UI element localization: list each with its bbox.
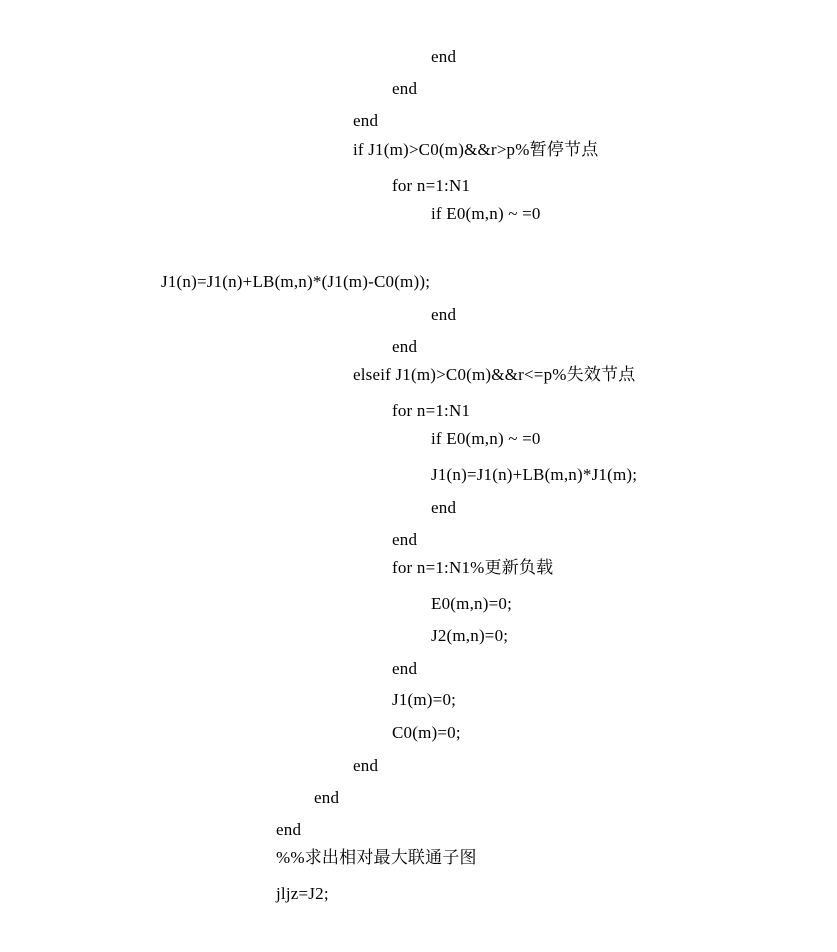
code-line-load-update: J1(n)=J1(n)+LB(m,n)*J1(m); bbox=[431, 465, 638, 484]
code-line-if-condition: if E0(m,n) ~ =0 bbox=[431, 204, 541, 223]
code-line-end: end bbox=[353, 111, 379, 130]
code-line-for-loop: for n=1:N1 bbox=[392, 401, 471, 420]
code-line-end: end bbox=[392, 337, 418, 356]
code-line-assignment: C0(m)=0; bbox=[392, 723, 461, 742]
code-line-end: end bbox=[276, 820, 302, 839]
code-line-end: end bbox=[431, 47, 457, 66]
code-line-comment: %%求出相对最大联通子图 bbox=[276, 848, 477, 867]
code-line-load-update: J1(n)=J1(n)+LB(m,n)*(J1(m)-C0(m)); bbox=[161, 272, 431, 291]
code-line-end: end bbox=[392, 79, 418, 98]
code-line-assignment: J1(m)=0; bbox=[392, 690, 457, 709]
code-line-elseif-fail-node: elseif J1(m)>C0(m)&&r<=p%失效节点 bbox=[353, 365, 636, 384]
code-line-end: end bbox=[392, 659, 418, 678]
code-line-end: end bbox=[353, 756, 379, 775]
code-line-for-loop: for n=1:N1 bbox=[392, 176, 471, 195]
code-line-end: end bbox=[431, 305, 457, 324]
code-line-assignment: J2(m,n)=0; bbox=[431, 626, 509, 645]
code-line-end: end bbox=[431, 498, 457, 517]
code-line-end: end bbox=[392, 530, 418, 549]
code-line-if-pause-node: if J1(m)>C0(m)&&r>p%暂停节点 bbox=[353, 140, 599, 159]
code-line-assignment: E0(m,n)=0; bbox=[431, 594, 512, 613]
code-line-if-condition: if E0(m,n) ~ =0 bbox=[431, 429, 541, 448]
code-line-for-update-load: for n=1:N1%更新负载 bbox=[392, 558, 554, 577]
code-line-assignment: jljz=J2; bbox=[276, 884, 329, 903]
code-line-end: end bbox=[314, 788, 340, 807]
